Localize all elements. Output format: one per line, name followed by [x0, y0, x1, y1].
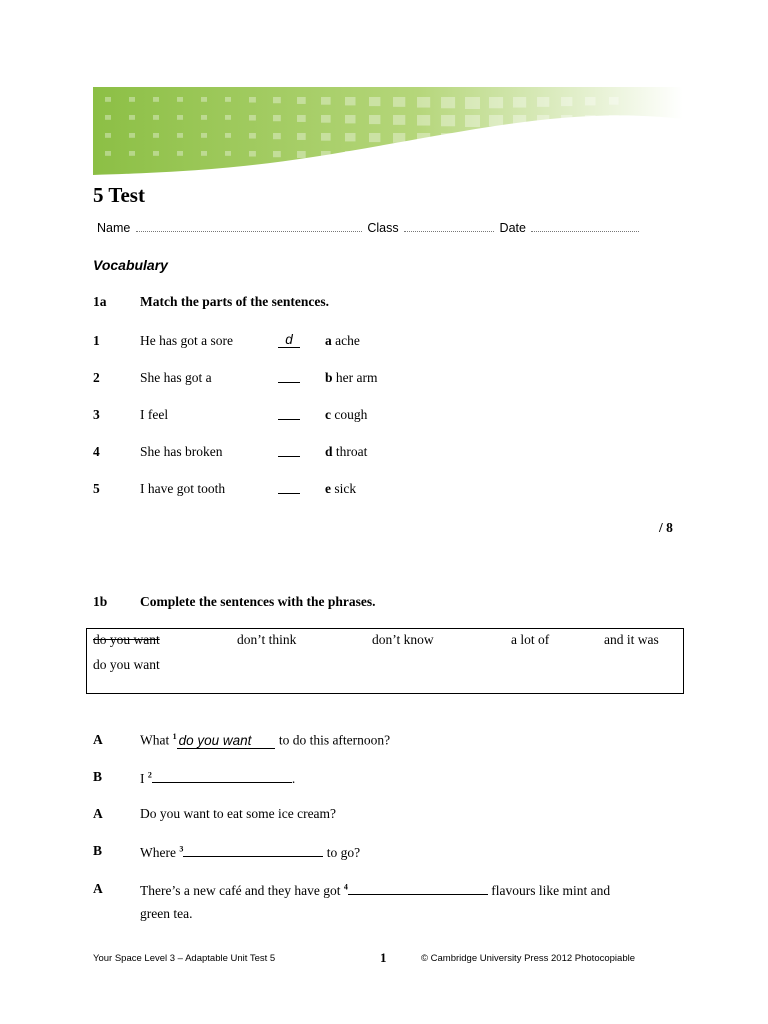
gap-number: 1 [172, 732, 177, 741]
dialogue-text [140, 732, 390, 749]
speaker-label: A [93, 806, 103, 821]
text-after: to do this afternoon? [278, 732, 391, 748]
dialogue-text [140, 881, 610, 899]
banner-square [249, 151, 256, 157]
banner-square [153, 97, 159, 102]
phrase: do you want [93, 657, 160, 672]
banner-square [465, 115, 480, 127]
gap-number: 4 [343, 882, 348, 892]
banner-square [105, 115, 111, 120]
option-letter: d [325, 444, 333, 459]
banner-square [609, 97, 619, 105]
banner-square [153, 133, 159, 138]
banner-square [393, 133, 405, 143]
score-box: / 8 [659, 520, 673, 535]
banner-square [441, 115, 455, 126]
text-before: Where [140, 845, 176, 860]
banner-square [441, 97, 455, 108]
item-stem: She has broken [140, 444, 223, 459]
phrase-box [86, 628, 684, 694]
exercise-instruction: Complete the sentences with the phrases. [140, 594, 376, 609]
banner-square [225, 97, 231, 102]
banner-square [105, 151, 111, 156]
speaker-label: A [93, 881, 103, 896]
banner-square [369, 115, 380, 124]
exercise-number: 1b [93, 594, 108, 609]
item-number: 4 [93, 444, 100, 459]
option-letter: b [325, 370, 333, 385]
banner-square [321, 97, 331, 105]
gap-blank[interactable] [183, 843, 323, 857]
match-option [325, 481, 356, 497]
text-after: . [291, 771, 296, 786]
banner-square [561, 97, 572, 106]
dialogue-continuation: green tea. [140, 906, 193, 921]
text-after: to go? [326, 845, 361, 860]
banner-square [321, 133, 331, 141]
exercise-instruction: Match the parts of the sentences. [140, 294, 329, 309]
banner-square [297, 115, 306, 122]
banner-square [609, 133, 619, 141]
banner-square [201, 151, 207, 156]
banner-square [177, 133, 183, 138]
banner-square [225, 133, 231, 138]
banner-square [105, 133, 111, 138]
banner-square [513, 97, 526, 108]
exercise-number: 1a [93, 294, 107, 309]
page-number: 1 [380, 950, 387, 965]
gap-blank[interactable] [152, 769, 292, 783]
banner-square [585, 133, 596, 141]
banner-square [321, 115, 331, 123]
banner-square [369, 151, 380, 160]
banner-square [249, 115, 256, 121]
option-text: ache [335, 333, 360, 348]
banner-square [225, 151, 231, 156]
banner-square [297, 97, 306, 104]
banner-square [249, 97, 256, 103]
banner-square [441, 133, 455, 144]
answer-blank[interactable]: d [278, 333, 300, 348]
banner-square [513, 115, 526, 126]
banner-square [561, 133, 572, 142]
banner-square [561, 115, 572, 124]
item-number: 1 [93, 333, 100, 348]
page-title: 5 Test [93, 183, 145, 207]
item-number: 2 [93, 370, 100, 385]
banner-square [369, 133, 380, 142]
banner-square [129, 151, 135, 156]
banner-square [201, 133, 207, 138]
dialogue-text: Do you want to eat some ice cream? [140, 806, 337, 821]
banner-square [585, 97, 596, 105]
banner-square [249, 133, 256, 139]
item-stem: I feel [140, 407, 169, 422]
banner-square [177, 115, 183, 120]
banner-square [153, 115, 159, 120]
match-option [325, 444, 367, 460]
name-class-date-row [97, 221, 641, 235]
speaker-label: B [93, 769, 103, 784]
banner-square [417, 97, 430, 108]
banner-square [417, 115, 430, 126]
banner-square [609, 115, 619, 123]
name-label: Name [97, 221, 131, 235]
section-heading: Vocabulary [93, 257, 168, 273]
header-banner [93, 87, 683, 175]
banner-square [297, 151, 306, 158]
match-option [325, 370, 378, 386]
banner-square [177, 97, 183, 102]
option-letter: e [325, 481, 331, 496]
banner-square [393, 115, 405, 125]
class-field[interactable] [404, 223, 494, 232]
date-label: Date [499, 221, 526, 235]
banner-square [297, 133, 306, 140]
option-text: throat [335, 444, 368, 459]
class-label: Class [367, 221, 399, 235]
banner-square [129, 97, 135, 102]
banner-square [393, 97, 405, 107]
banner-square [585, 115, 596, 123]
option-text: her arm [335, 370, 378, 385]
banner-square [273, 151, 281, 157]
gap-answer-example[interactable]: do you want [177, 734, 276, 749]
footer-right: © Cambridge University Press 2012 Photocopiable [421, 953, 635, 964]
phrase: don’t know [372, 632, 434, 647]
banner-square [417, 133, 430, 144]
item-stem: She has got a [140, 370, 212, 385]
banner-square [345, 133, 356, 141]
banner-square [537, 97, 549, 107]
banner-square [225, 115, 231, 120]
option-text: sick [334, 481, 357, 496]
answer-blank[interactable] [278, 444, 300, 457]
phrase: a lot of [511, 632, 550, 647]
item-stem: I have got tooth [140, 481, 226, 496]
dialogue-text [140, 843, 360, 861]
phrase: don’t think [237, 632, 297, 647]
text-before: I [140, 771, 145, 786]
date-field[interactable] [531, 223, 639, 232]
option-letter: c [325, 407, 331, 422]
banner-square [489, 97, 503, 108]
banner-square [393, 151, 405, 161]
speaker-label: B [93, 843, 103, 858]
text-after: flavours like mint and [491, 883, 611, 898]
banner-square [177, 151, 183, 156]
banner-square [537, 115, 549, 125]
banner-square [465, 97, 480, 109]
item-number: 3 [93, 407, 100, 422]
banner-square [273, 115, 281, 121]
banner-square [489, 133, 503, 144]
answer-blank[interactable] [278, 481, 300, 494]
banner-square [273, 97, 281, 103]
banner-square [153, 151, 159, 156]
banner-square [537, 133, 549, 143]
text-before: What [140, 732, 170, 748]
banner-square [105, 97, 111, 102]
option-letter: a [325, 333, 332, 348]
answer-blank[interactable] [278, 407, 300, 420]
phrase-example-crossed: do you want [93, 632, 160, 647]
speaker-label: A [93, 732, 103, 747]
banner-square [129, 115, 135, 120]
banner-square [129, 133, 135, 138]
banner-square [489, 115, 503, 126]
gap-number: 3 [179, 844, 184, 854]
banner-square [369, 97, 380, 106]
banner-square [465, 133, 480, 145]
gap-number: 2 [147, 770, 152, 780]
dialogue-text [140, 769, 295, 787]
banner-square [513, 133, 526, 144]
item-number: 5 [93, 481, 100, 496]
banner-square [201, 97, 207, 102]
gap-blank[interactable] [348, 881, 488, 895]
banner-square [273, 133, 281, 139]
answer-blank[interactable] [278, 370, 300, 383]
banner-square [345, 97, 356, 105]
match-option [325, 407, 367, 423]
item-stem: He has got a sore [140, 333, 233, 348]
text-before: There’s a new café and they have got [140, 883, 341, 898]
phrase: and it was [604, 632, 659, 647]
option-text: cough [334, 407, 368, 422]
name-field[interactable] [136, 223, 362, 232]
banner-square [201, 115, 207, 120]
match-option [325, 333, 360, 349]
banner-square [345, 151, 356, 159]
banner-square [345, 115, 356, 123]
banner-square [321, 151, 331, 159]
footer-left: Your Space Level 3 – Adaptable Unit Test 5 [93, 953, 276, 964]
